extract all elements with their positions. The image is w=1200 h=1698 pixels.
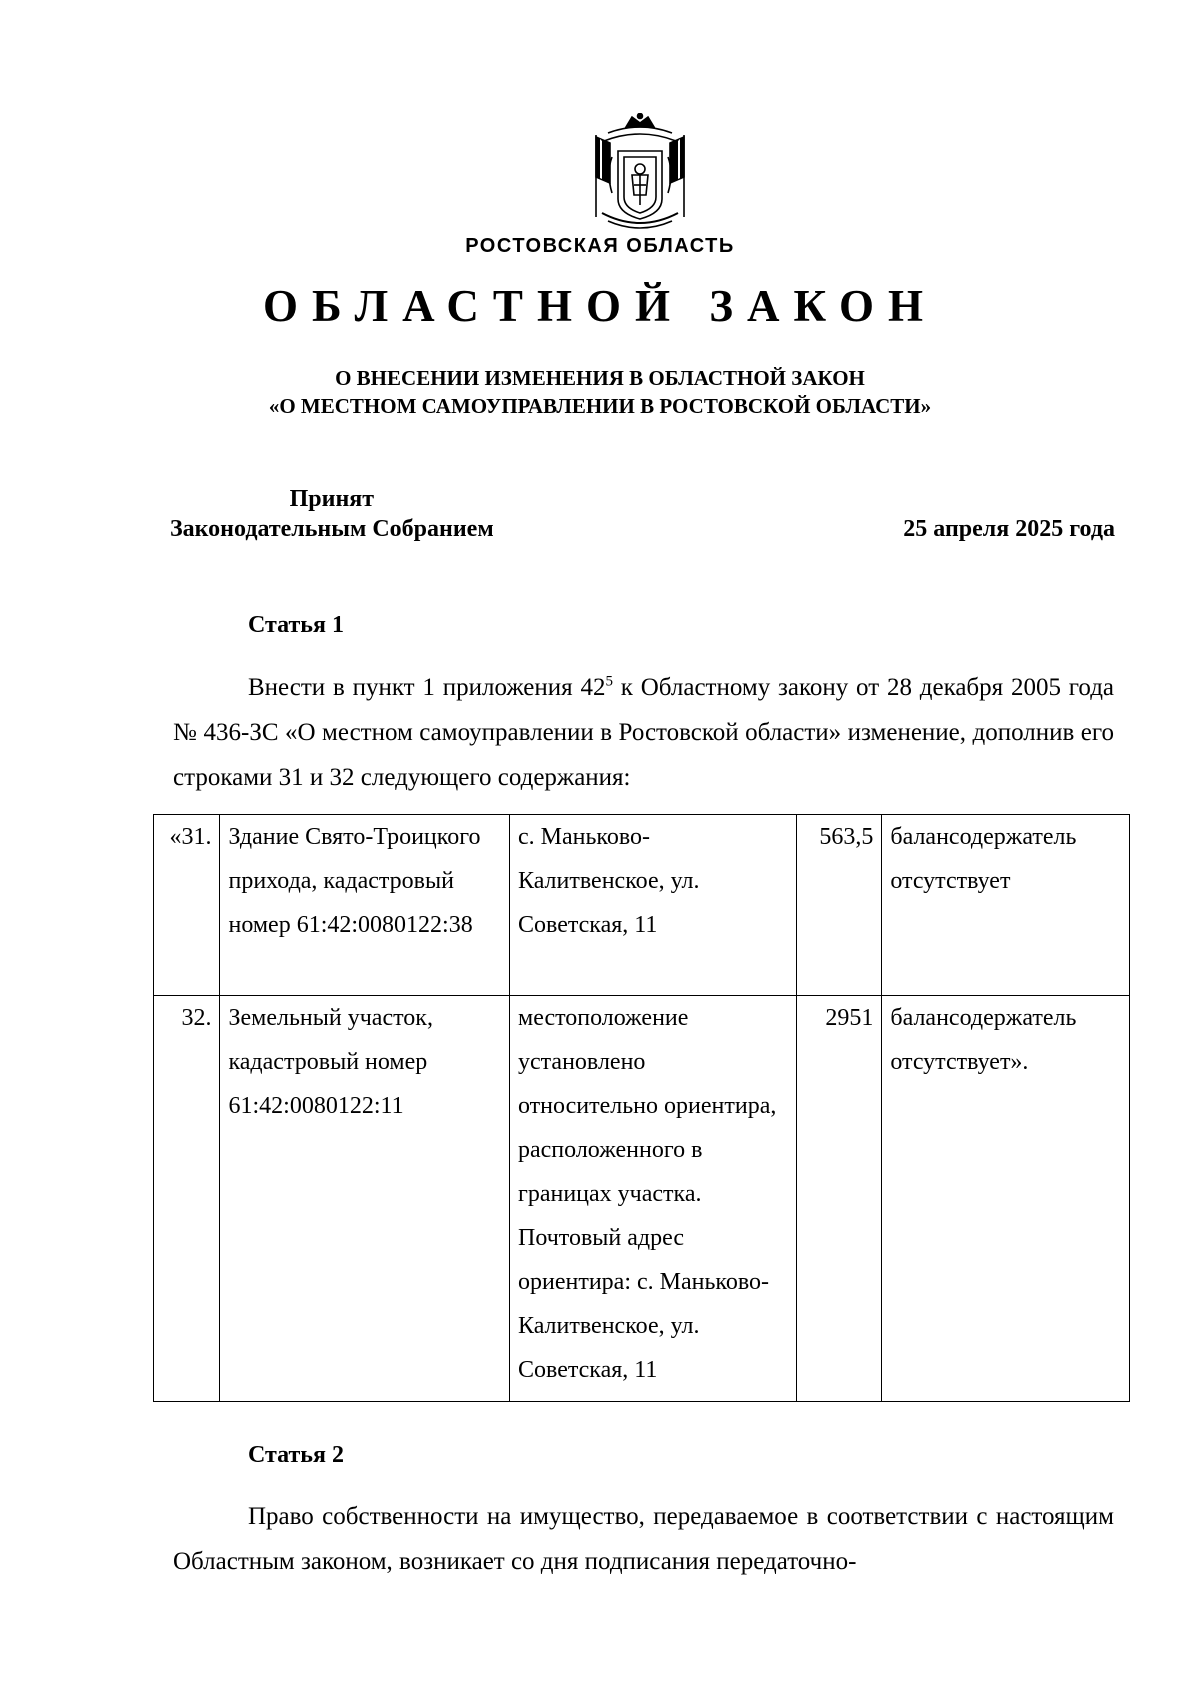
object-area: 563,5 (797, 815, 882, 996)
article-1-text-part2: к Областному закону от 28 декабря 2005 года № 436-ЗС «О местном самоуправлении в Ростовской области» изменение, дополнив его строками 31 и 32 следующего содержания: (173, 674, 1115, 791)
article-1-heading: Статья 1 (248, 612, 344, 638)
adopted-by: Законодательным Собранием (170, 516, 494, 542)
property-table (153, 814, 1130, 1402)
document-type: ОБЛАСТНОЙ ЗАКОН (263, 281, 937, 331)
article-1-text (173, 665, 1114, 800)
adoption-date: 25 апреля 2025 года (903, 516, 1115, 542)
law-title-line1: О ВНЕСЕНИИ ИЗМЕНЕНИЯ В ОБЛАСТНОЙ ЗАКОН (335, 366, 865, 390)
adoption-block (170, 484, 494, 544)
adopted-label: Принят (289, 486, 375, 512)
object-name: Здание Свято-Троицкого прихода, кадастровый номер 61:42:0080122:38 (220, 815, 510, 996)
object-address: местоположение установлено относительно ориентира, расположенного в границах участка. Почтовый адрес ориентира: с. Маньково-Калитвенское, ул. Советская, 11 (510, 996, 797, 1402)
table-row (154, 815, 1130, 996)
article-1-text-part1: Внести в пункт 1 приложения 42 (248, 674, 606, 701)
object-area: 2951 (797, 996, 882, 1402)
object-name: Земельный участок, кадастровый номер 61:42:0080122:11 (220, 996, 510, 1402)
row-number: 32. (154, 996, 220, 1402)
coat-of-arms-icon (588, 113, 692, 235)
balance-holder: балансодержатель отсутствует». (882, 996, 1130, 1402)
article-2-heading: Статья 2 (248, 1442, 344, 1468)
object-address: с. Маньково-Калитвенское, ул. Советская, 11 (510, 815, 797, 996)
law-title-line2: «О МЕСТНОМ САМОУПРАВЛЕНИИ В РОСТОВСКОЙ ОБЛАСТИ» (268, 394, 932, 418)
law-title (0, 364, 1200, 420)
region-name: РОСТОВСКАЯ ОБЛАСТЬ (465, 235, 735, 257)
row-number: «31. (154, 815, 220, 996)
article-2-text: Право собственности на имущество, передаваемое в соответствии с настоящим Областным законом, возникает со дня подписания передаточно- (173, 1503, 1114, 1575)
article-1-superscript: 5 (605, 673, 613, 690)
balance-holder: балансодержатель отсутствует (882, 815, 1130, 996)
table-row (154, 996, 1130, 1402)
